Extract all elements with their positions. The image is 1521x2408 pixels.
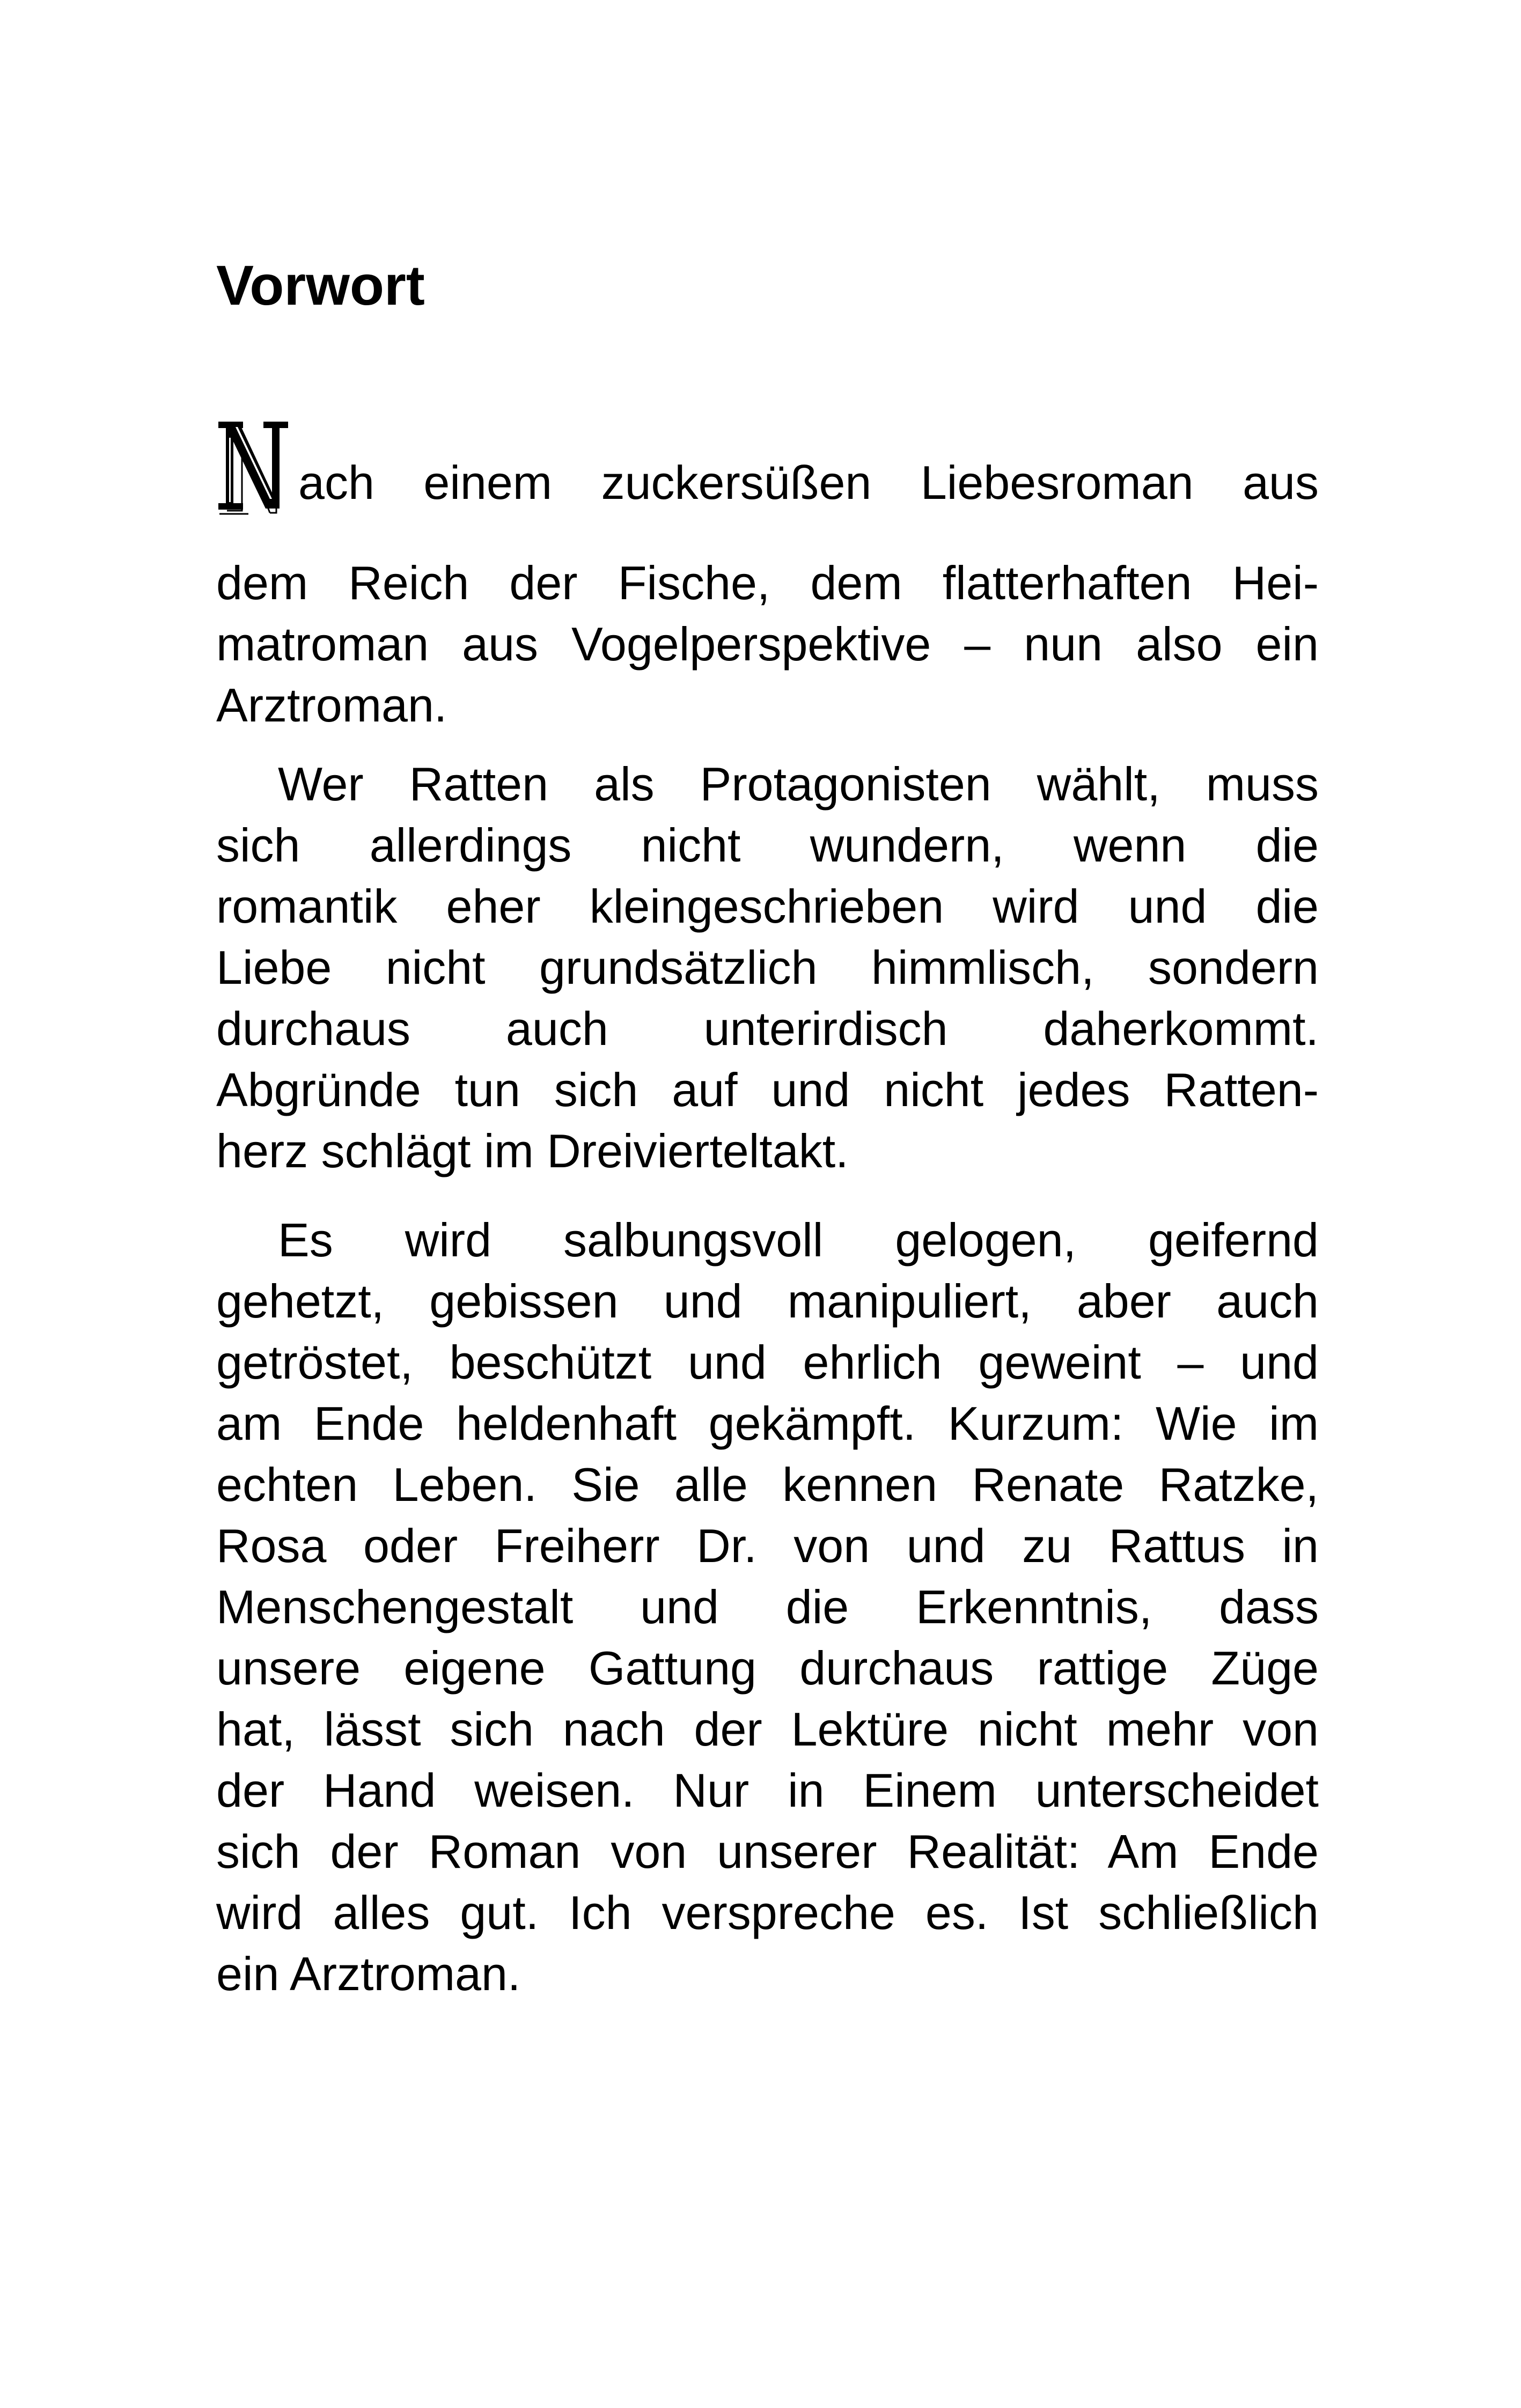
text-line: Es wird salbungsvoll gelogen, geifernd bbox=[278, 1213, 1319, 1266]
paragraph-2 bbox=[216, 754, 1319, 1182]
text-line: unsere eigene Gattung durchaus rattige Züge bbox=[216, 1641, 1319, 1695]
paragraph-1 bbox=[216, 553, 1319, 736]
text-line: getröstet, beschützt und ehrlich geweint – und bbox=[216, 1336, 1319, 1389]
text-line: sich der Roman von unserer Realität: Am Ende bbox=[216, 1825, 1319, 1878]
text-line: matroman aus Vogelperspektive – nun also ein bbox=[216, 617, 1319, 671]
text-line: am Ende heldenhaft gekämpft. Kurzum: Wie im bbox=[216, 1397, 1319, 1450]
opening-line bbox=[216, 418, 1319, 520]
text-line: Abgründe tun sich auf und nicht jedes Ratten- bbox=[216, 1063, 1319, 1116]
drop-cap-letter bbox=[218, 422, 288, 510]
text-line: echten Leben. Sie alle kennen Renate Ratzke, bbox=[216, 1458, 1319, 1511]
drop-cap-char: N bbox=[216, 418, 217, 419]
text-line: sich allerdings nicht wundern, wenn die bbox=[216, 819, 1319, 872]
text-line: dem Reich der Fische, dem flatterhaften Hei- bbox=[216, 556, 1319, 609]
page-title: Vorwort bbox=[216, 254, 425, 317]
text-line: hat, lässt sich nach der Lektüre nicht mehr von bbox=[216, 1703, 1319, 1756]
text-line: romantik eher kleingeschrieben wird und die bbox=[216, 880, 1319, 933]
paragraph-3 bbox=[216, 1210, 1319, 2005]
text-line: Liebe nicht grundsätzlich himmlisch, sondern bbox=[216, 941, 1319, 994]
text-line: Menschengestalt und die Erkenntnis, dass bbox=[216, 1580, 1319, 1633]
text-line: Arztroman. bbox=[216, 679, 447, 732]
text-line: der Hand weisen. Nur in Einem unterscheidet bbox=[216, 1764, 1319, 1817]
text-line: gehetzt, gebissen und manipuliert, aber auch bbox=[216, 1275, 1319, 1328]
text-line: ein Arztroman. bbox=[216, 1947, 521, 2000]
text-line: durchaus auch unterirdisch daherkommt. bbox=[216, 1002, 1319, 1055]
drop-cap bbox=[216, 418, 294, 515]
text-line: herz schlägt im Dreivierteltakt. bbox=[216, 1124, 849, 1177]
text-line: Wer Ratten als Protagonisten wählt, muss bbox=[278, 757, 1319, 811]
text-line: wird alles gut. Ich verspreche es. Ist schließlich bbox=[216, 1886, 1319, 1939]
text-line: Rosa oder Freiherr Dr. von und zu Rattus in bbox=[216, 1519, 1319, 1572]
opening-line-text: ach einem zuckersüßen Liebesroman aus bbox=[298, 456, 1319, 509]
